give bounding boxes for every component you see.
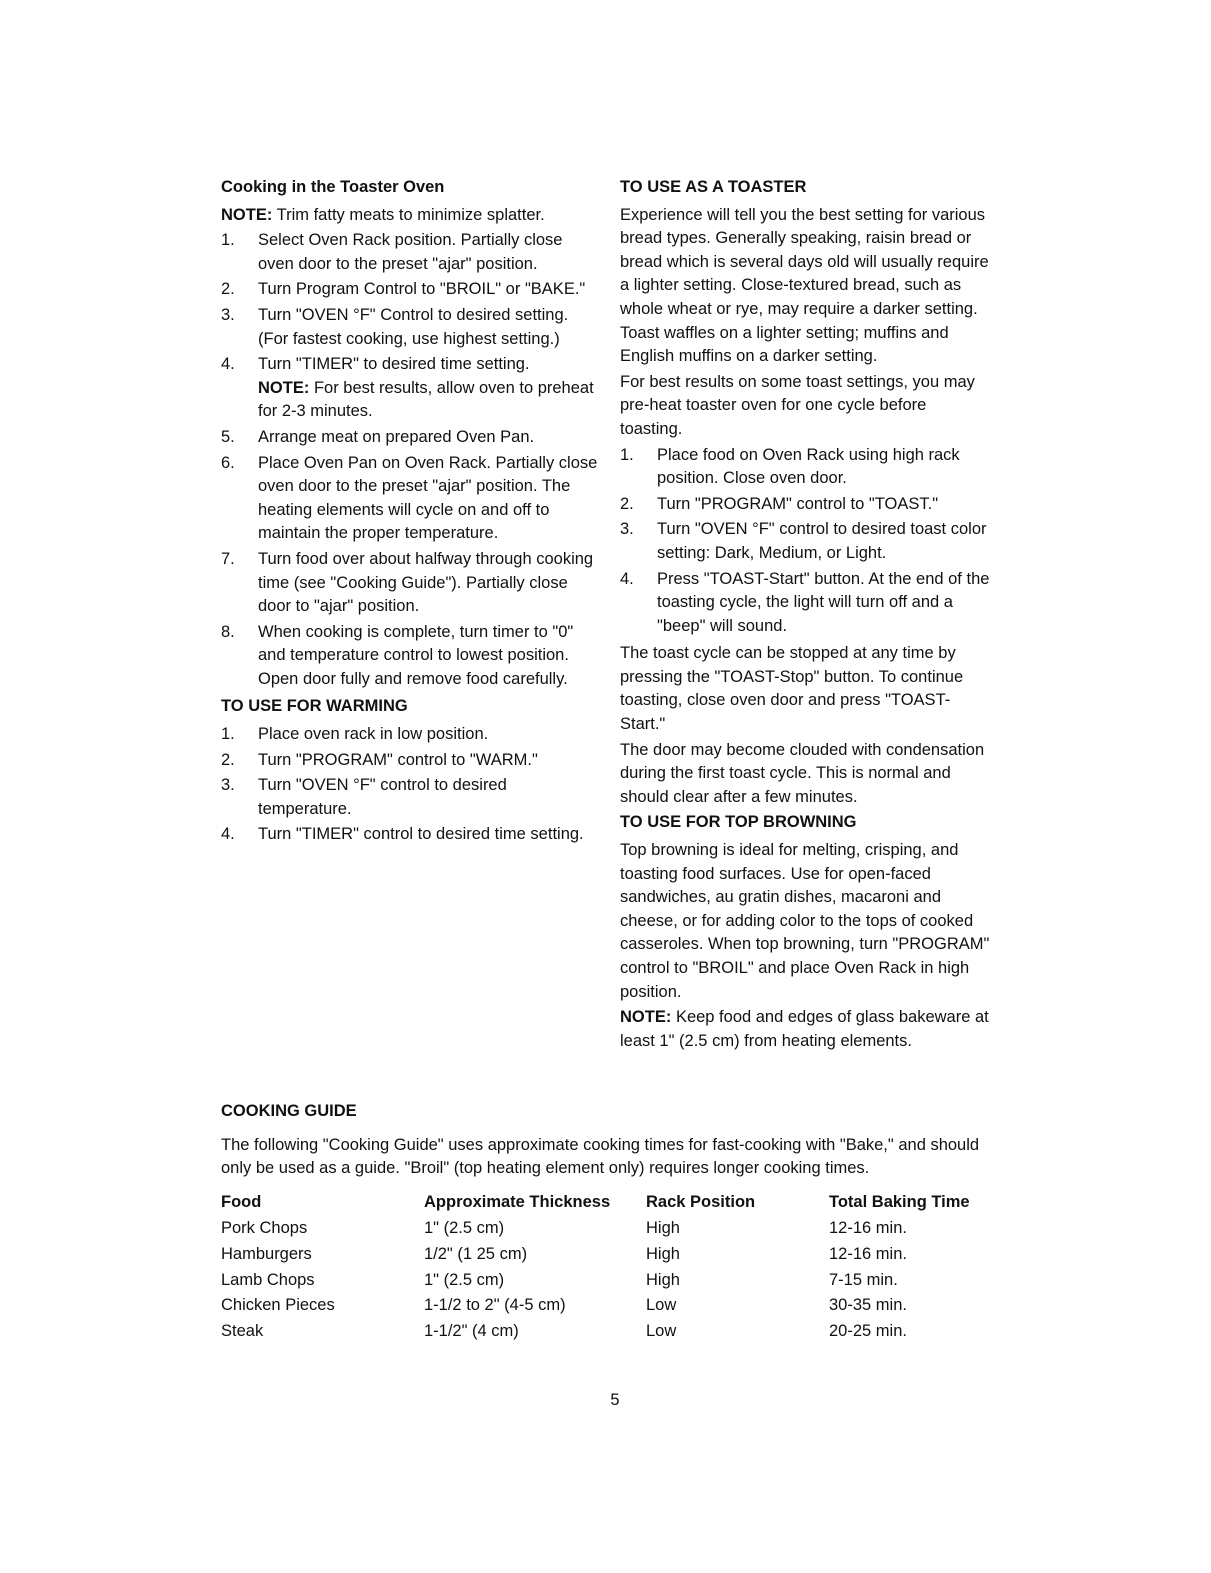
table-cell: Lamb Chops [221,1270,315,1289]
table-cell: 12-16 min. [829,1244,907,1263]
list-item [221,426,599,450]
toaster-paragraph: The toast cycle can be stopped at any time by pressing the "TOAST-Stop" button. To continue toasting, close oven door and press "TOAST-Start." [620,644,964,734]
section-title-cooking: Cooking in the Toaster Oven [221,178,445,196]
step-text: Turn "PROGRAM" control to "TOAST." [657,494,939,513]
list-item [620,493,990,517]
step-number: 4. [620,569,634,588]
step-number: 3. [620,520,634,539]
list-item [221,823,599,847]
table-cell: 12-16 min. [829,1219,907,1238]
table-row [221,1319,979,1345]
list-item [221,621,599,692]
step-number: 1. [221,231,235,250]
cooking-steps [221,229,599,691]
step-number: 3. [221,776,235,795]
column-header: Food [221,1192,262,1211]
step-text: Place food on Oven Rack using high rack position. Close oven door. [657,445,960,488]
table-cell: 1-1/2" (4 cm) [424,1321,519,1340]
step-text: Turn "TIMER" to desired time setting. [258,355,530,374]
note-label: NOTE: [620,1008,672,1027]
note-text: Trim fatty meats to minimize splatter. [276,205,545,224]
note-text: Keep food and edges of glass bakeware at least 1" (2.5 cm) from heating elements. [620,1008,989,1050]
table-row [221,1216,979,1242]
step-number: 6. [221,453,235,472]
table-cell: High [646,1219,680,1238]
right-column [620,176,990,1055]
list-item [221,229,599,276]
step-number: 1. [620,445,634,464]
step-number: 7. [221,549,235,568]
step-text: Turn "OVEN °F" control to desired toast color setting: Dark, Medium, or Light. [657,520,987,562]
section-title-toaster: TO USE AS A TOASTER [620,178,807,196]
step-text: Turn "OVEN °F" control to desired temperature. [258,776,507,818]
step-text: Arrange meat on prepared Oven Pan. [258,427,535,446]
section-title-guide: COOKING GUIDE [221,1102,357,1120]
step-number: 4. [221,825,235,844]
step-text: Turn food over about halfway through cooking time (see "Cooking Guide"). Partially close door to "ajar" position. [258,549,594,616]
cooking-guide [221,1100,981,1344]
step-text: Turn "PROGRAM" control to "WARM." [258,750,538,769]
table-cell: 30-35 min. [829,1296,907,1315]
guide-intro: The following "Cooking Guide" uses approximate cooking times for fast-cooking with "Bake," and should only be used as a guide. "Broil" (top heating element only) requires longer cooking times. [221,1135,980,1178]
table-cell: Chicken Pieces [221,1296,335,1315]
list-item [620,568,990,639]
step-number: 4. [221,355,235,374]
table-cell: High [646,1244,680,1263]
step-text: Select Oven Rack position. Partially close oven door to the preset "ajar" position. [258,231,563,273]
warming-steps [221,723,599,847]
list-item [221,452,599,546]
table-cell: Hamburgers [221,1244,312,1263]
left-column [221,176,599,851]
table-cell: Low [646,1321,677,1340]
table-cell: 20-25 min. [829,1321,907,1340]
note-label: NOTE: [258,378,310,397]
table-row [221,1242,979,1268]
list-item [221,749,599,773]
step-text: Turn Program Control to "BROIL" or "BAKE." [258,280,586,299]
toaster-steps [620,444,990,639]
cooking-guide-table [221,1191,979,1345]
table-cell: Low [646,1296,677,1315]
list-item [221,723,599,747]
table-cell: 1-1/2 to 2" (4-5 cm) [424,1296,566,1315]
step-number: 5. [221,427,235,446]
column-header: Total Baking Time [829,1192,970,1211]
note-text: For best results, allow oven to preheat for 2-3 minutes. [258,378,594,421]
table-row [221,1268,979,1294]
table-cell: 1" (2.5 cm) [424,1270,505,1289]
list-item [221,353,599,424]
table-cell: 7-15 min. [829,1270,898,1289]
step-text: Press "TOAST-Start" button. At the end of the toasting cycle, the light will turn off and a "beep" will sound. [657,569,990,635]
table-cell: 1/2" (1 25 cm) [424,1244,528,1263]
table-cell: 1" (2.5 cm) [424,1219,505,1238]
list-item [221,304,599,351]
step-number: 2. [620,494,634,513]
step-text: When cooking is complete, turn timer to "0" and temperature control to lowest position. Open door fully and remove food carefully. [258,622,574,688]
toaster-paragraph: Experience will tell you the best setting for various bread types. Generally speaking, raisin bread or bread which is several days old will usually require a lighter setting. Close-textured bread, such as whole wheat or rye, may require a darker setting. Toast waffles on a lighter setting; muffins and English muffins on a darker setting. [620,205,989,366]
list-item [221,774,599,821]
table-row [221,1293,979,1319]
section-title-warming: TO USE FOR WARMING [221,697,408,716]
browning-note [620,1006,990,1053]
page-number: 5 [610,1391,620,1409]
table-header-row [221,1191,979,1217]
column-header: Approximate Thickness [424,1192,611,1211]
browning-paragraph: Top browning is ideal for melting, crisping, and toasting food surfaces. Use for open-faced sandwiches, au gratin dishes, macaroni and cheese, or for adding color to the tops of cooked casseroles. When top browning, turn "PROGRAM" control to "BROIL" and place Oven Rack in high position. [620,841,990,1001]
step-text: Turn "OVEN °F" Control to desired setting. (For fastest cooking, use highest setting.) [258,305,569,348]
step-number: 1. [221,725,235,744]
note-trim-fat [221,204,599,228]
toaster-paragraph: The door may become clouded with condensation during the first toast cycle. This is normal and should clear after a few minutes. [620,740,985,806]
table-cell: High [646,1270,680,1289]
step-text: Turn "TIMER" control to desired time setting. [258,825,584,844]
step-number: 2. [221,280,235,299]
section-title-browning: TO USE FOR TOP BROWNING [620,813,857,832]
step-number: 3. [221,305,235,324]
list-item [620,518,990,565]
list-item [221,278,599,302]
table-cell: Steak [221,1321,264,1340]
step-text: Place Oven Pan on Oven Rack. Partially close oven door to the preset "ajar" position. The heating elements will cycle on and off to maintain the proper temperature. [258,453,598,543]
column-header: Rack Position [646,1192,756,1211]
table-cell: Pork Chops [221,1219,308,1238]
step-number: 2. [221,750,235,769]
list-item [221,548,599,619]
toaster-paragraph: For best results on some toast settings, you may pre-heat toaster oven for one cycle before toasting. [620,372,975,438]
step-number: 8. [221,622,235,641]
list-item [620,444,990,491]
step-text: Place oven rack in low position. [258,725,489,744]
note-label: NOTE: [221,205,273,224]
